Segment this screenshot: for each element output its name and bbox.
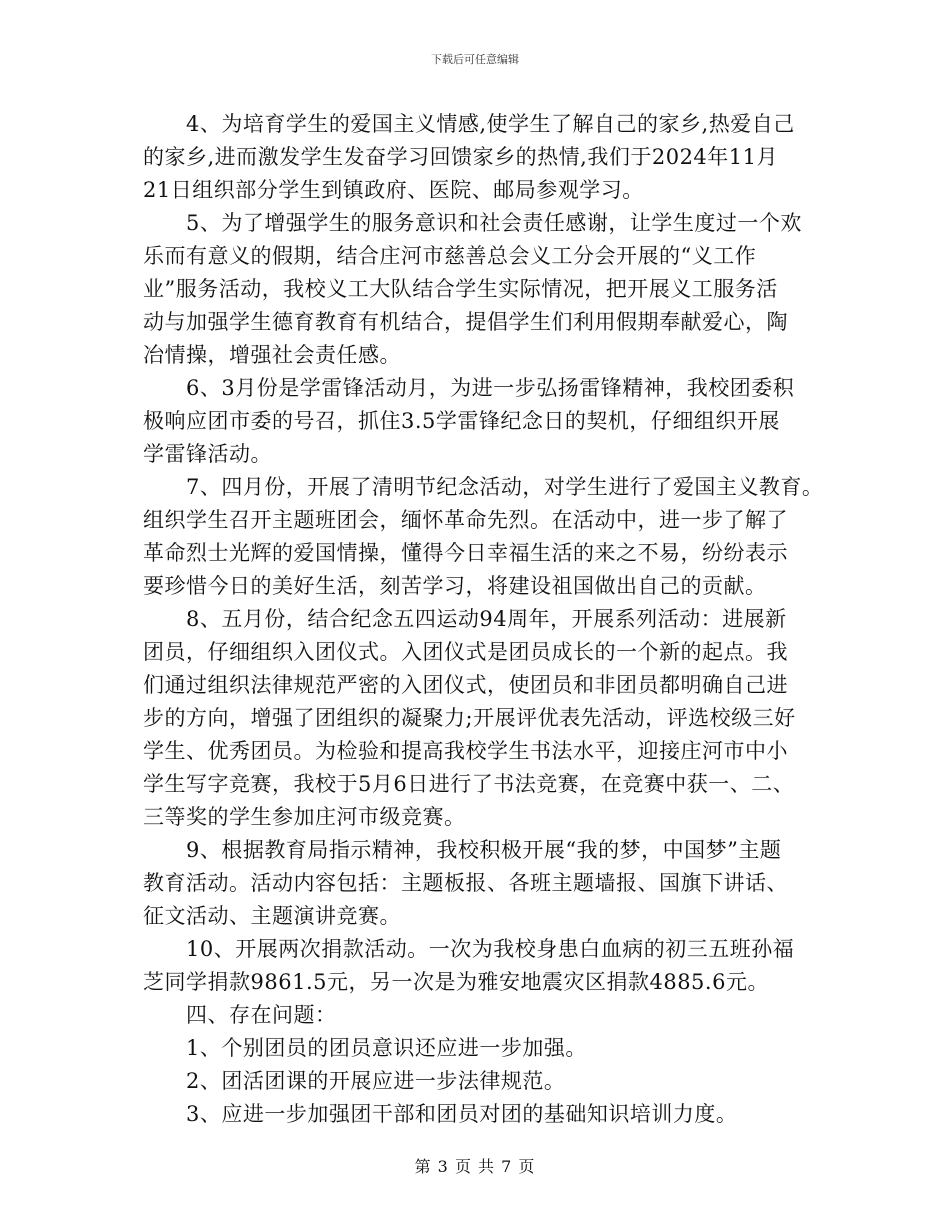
text-line: 4、为培育学生的爱国主义情感,使学生了解自己的家乡,热爱自己 xyxy=(186,112,795,136)
text-line: 步的方向，增强了团组织的凝聚力;开展评优表先活动，评选校级三好 xyxy=(143,706,796,730)
text-line: 学生、优秀团员。为检验和提高我校学生书法水平，迎接庄河市中小 xyxy=(143,739,788,763)
text-line: 冶情操，增强社会责任感。 xyxy=(143,343,401,367)
text-line: 9、根据教育局指示精神，我校积极开展“我的梦，中国梦”主题 xyxy=(186,838,782,862)
text-line: 团员，仔细组织入团仪式。入团仪式是团员成长的一个新的起点。我 xyxy=(143,640,788,664)
text-line: 8、五月份，结合纪念五四运动94周年，开展系列活动：进展新 xyxy=(186,607,787,631)
text-line: 1、个别团员的团员意识还应进一步加强。 xyxy=(186,1036,587,1060)
text-line: 极响应团市委的号召，抓住3.5学雷锋纪念日的契机，仔细组织开展 xyxy=(143,409,780,433)
text-line: 教育活动。活动内容包括：主题板报、各班主题墙报、国旗下讲话、 xyxy=(143,871,788,895)
text-line: 要珍惜今日的美好生活，刻苦学习，将建设祖国做出自己的贡献。 xyxy=(143,574,767,598)
text-line: 芝同学捐款9861.5元，另一次是为雅安地震灾区捐款4885.6元。 xyxy=(143,970,769,994)
text-line: 三等奖的学生参加庄河市级竞赛。 xyxy=(143,805,466,829)
document-body xyxy=(143,108,823,1131)
text-line: 7、四月份，开展了清明节纪念活动，对学生进行了爱国主义教育。 xyxy=(186,475,824,499)
text-line: 6、3月份是学雷锋活动月，为进一步弘扬雷锋精神，我校团委积 xyxy=(186,376,795,400)
text-line: 革命烈士光辉的爱国情操，懂得今日幸福生活的来之不易，纷纷表示 xyxy=(143,541,788,565)
text-line: 们通过组织法律规范严密的入团仪式，使团员和非团员都明确自己进 xyxy=(143,673,788,697)
page-header: 下载后可任意编辑 xyxy=(431,53,519,66)
text-line: 组织学生召开主题班团会，缅怀革命先烈。在活动中，进一步了解了 xyxy=(143,508,788,532)
text-line: 2、团活团课的开展应进一步法律规范。 xyxy=(186,1069,566,1093)
text-line: 5、为了增强学生的服务意识和社会责任感谢，让学生度过一个欢 xyxy=(186,211,802,235)
text-line: 10、开展两次捐款活动。一次为我校身患白血病的初三五班孙福 xyxy=(186,937,795,961)
text-line: 学雷锋活动。 xyxy=(143,442,272,466)
text-line: 四、存在问题： xyxy=(186,1003,337,1027)
text-line: 征文活动、主题演讲竞赛。 xyxy=(143,904,401,928)
text-line: 学生写字竞赛，我校于5月6日进行了书法竞赛，在竞赛中获一、二、 xyxy=(143,772,795,796)
text-line: 动与加强学生德育教育有机结合，提倡学生们利用假期奉献爱心，陶 xyxy=(143,310,788,334)
text-line: 3、应进一步加强团干部和团员对团的基础知识培训力度。 xyxy=(186,1102,738,1126)
text-line: 的家乡,进而激发学生发奋学习回馈家乡的热情,我们于2024年11月 xyxy=(143,145,779,169)
text-line: 乐而有意义的假期，结合庄河市慈善总会义工分会开展的“义工作 xyxy=(143,244,757,268)
text-line: 业”服务活动，我校义工大队结合学生实际情况，把开展义工服务活 xyxy=(143,277,778,301)
page-footer: 第 3 页 共 7 页 xyxy=(414,1157,536,1176)
text-line: 21日组织部分学生到镇政府、医院、邮局参观学习。 xyxy=(143,178,644,202)
